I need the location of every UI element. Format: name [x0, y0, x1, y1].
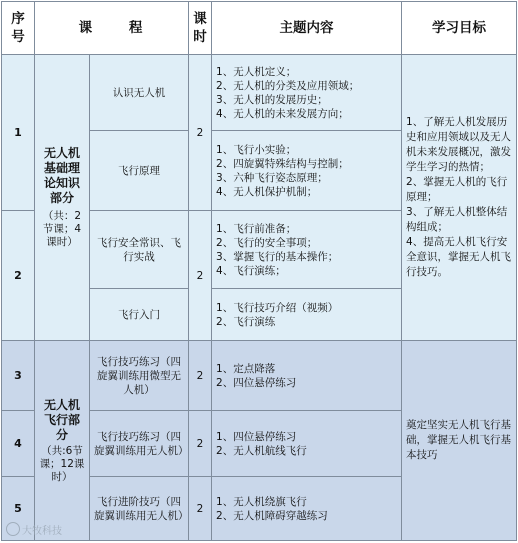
course-name: 认识无人机	[90, 55, 189, 131]
part-cell-theory	[35, 55, 90, 341]
part-cell-flight	[35, 341, 90, 541]
content-item: 4、无人机的未来发展方向；	[216, 107, 349, 120]
watermark	[6, 522, 62, 537]
content-list	[216, 495, 397, 523]
course-name: 飞行安全常识、飞行实战	[90, 211, 189, 289]
watermark-logo-icon	[6, 522, 20, 536]
content-list	[216, 430, 397, 458]
header-goal-label: 学习目标	[432, 20, 487, 36]
goal-cell-theory	[402, 55, 517, 341]
row-seq-1: 1	[2, 55, 35, 211]
header-row	[2, 2, 517, 55]
content-cell	[212, 55, 402, 131]
header-seq-label: 序号	[11, 11, 25, 45]
content-item: 2、无人机障碍穿越练习	[216, 509, 328, 522]
content-list	[216, 143, 397, 199]
watermark-text: 大牧科技	[22, 526, 62, 537]
header-goal	[402, 2, 517, 55]
course-name: 飞行技巧练习（四旋翼训练用无人机）	[90, 411, 189, 477]
row-seq-5: 5	[2, 477, 35, 541]
table-row	[2, 341, 517, 411]
table-row	[2, 55, 517, 131]
content-cell	[212, 411, 402, 477]
course-name: 飞行原理	[90, 131, 189, 211]
content-cell	[212, 131, 402, 211]
row-hours-1: 2	[189, 55, 212, 211]
part-note-theory: （共：2节课；4课时）	[42, 210, 82, 248]
goal-cell-flight	[402, 341, 517, 541]
content-cell	[212, 289, 402, 341]
content-item: 1、飞行技巧介绍（视频）	[216, 301, 339, 314]
header-course	[35, 2, 189, 55]
goal-text-flight: 奠定坚实无人机飞行基础，掌握无人机飞行基本技巧	[406, 419, 512, 461]
row-seq-4: 4	[2, 411, 35, 477]
content-cell	[212, 477, 402, 541]
content-list	[216, 301, 397, 329]
content-item: 1、四位悬停练习	[216, 430, 297, 443]
content-list	[216, 222, 397, 278]
content-item: 3、六种飞行姿态原理；	[216, 171, 328, 184]
content-item: 1、飞行前准备；	[216, 222, 297, 235]
row-seq-3: 3	[2, 341, 35, 411]
content-item: 4、飞行演练；	[216, 264, 286, 277]
row-hours-5: 2	[189, 477, 212, 541]
part-heading-flight	[38, 398, 86, 484]
header-hours-label: 课时	[193, 11, 207, 45]
row-hours-3: 2	[189, 341, 212, 411]
content-item: 2、无人机的分类及应用领域；	[216, 79, 360, 92]
content-cell	[212, 341, 402, 411]
goal-text-theory: 1、了解无人机发展历史和应用领域以及无人机未来发展概况，激发学生学习的热情； 2、掌握无人机的飞行原理； 3、了解无人机整体结构组成； 4、提高无人机飞行安全意识，掌握无人机飞行技巧。	[406, 116, 512, 278]
content-item: 2、无人机航线飞行	[216, 444, 307, 457]
part-note-flight: （共:6节课；12课时）	[39, 444, 85, 483]
content-item: 2、飞行演练	[216, 315, 276, 328]
row-hours-2: 2	[189, 211, 212, 341]
content-item: 1、飞行小实验；	[216, 143, 297, 156]
part-title-theory: 无人机基础理论知识部分	[43, 146, 80, 205]
part-title-flight: 无人机飞行部分	[43, 397, 80, 442]
course-name: 飞行技巧练习（四旋翼训练用微型无人机）	[90, 341, 189, 411]
content-item: 1、定点降落	[216, 362, 276, 375]
header-content	[212, 2, 402, 55]
course-name: 飞行入门	[90, 289, 189, 341]
header-seq	[2, 2, 35, 55]
row-seq-2: 2	[2, 211, 35, 341]
content-item: 2、四旋翼特殊结构与控制；	[216, 157, 349, 170]
content-item: 3、掌握飞行的基本操作；	[216, 250, 339, 263]
content-list	[216, 65, 397, 121]
content-cell	[212, 211, 402, 289]
content-item: 2、飞行的安全事项；	[216, 236, 318, 249]
header-hours	[189, 2, 212, 55]
content-item: 2、四位悬停练习	[216, 376, 297, 389]
row-hours-4: 2	[189, 411, 212, 477]
content-item: 4、无人机保护机制；	[216, 185, 318, 198]
content-item: 3、无人机的发展历史；	[216, 93, 328, 106]
header-course-label: 课 程	[78, 20, 159, 36]
course-name: 飞行进阶技巧（四旋翼训练用无人机）	[90, 477, 189, 541]
content-list	[216, 362, 397, 390]
content-item: 1、无人机定义；	[216, 65, 297, 78]
header-content-label: 主题内容	[279, 20, 334, 36]
content-item: 1、无人机绕旗飞行	[216, 495, 307, 508]
course-table	[1, 1, 517, 541]
